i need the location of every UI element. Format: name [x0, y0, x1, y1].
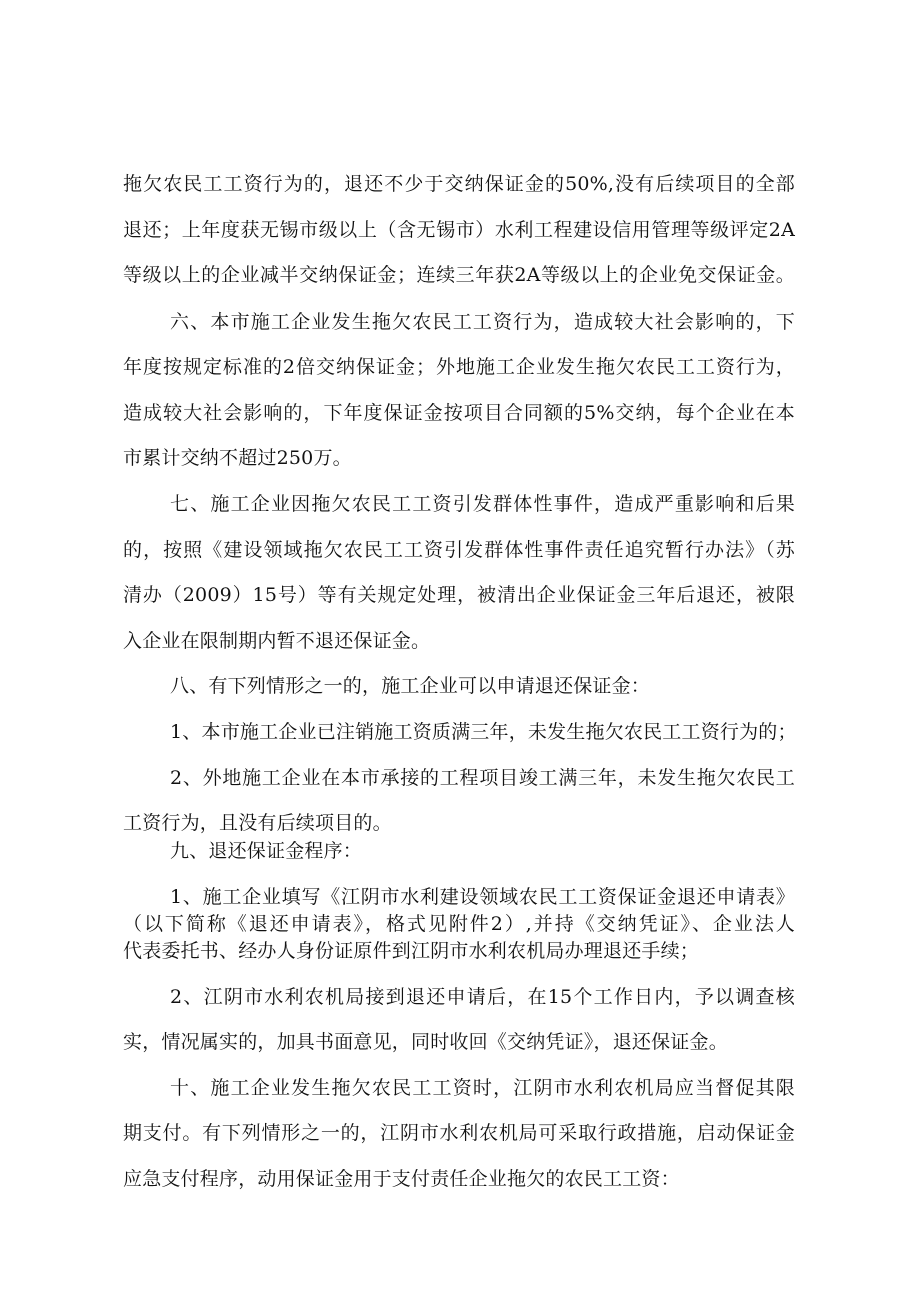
paragraph-6-start: 六、本市施工企业发生拖欠农民工工资行为，造成较大社会影响的，下 [170, 311, 795, 333]
list-item: 1、本市施工企业已注销施工资质满三年，未发生拖欠农民工工资行为的； [170, 721, 797, 743]
text-line: （以下简称《退还申请表》，格式见附件2）,并持《交纳凭证》、企业法人 [123, 913, 795, 935]
text-line: 的，按照《建设领域拖欠农民工工资引发群体性事件责任追究暂行办法》（苏 [123, 539, 795, 561]
text-line: 退还；上年度获无锡市级以上（含无锡市）水利工程建设信用管理等级评定2A [123, 219, 795, 241]
paragraph-8-heading: 八、有下列情形之一的，施工企业可以申请退还保证金： [170, 675, 651, 697]
list-item: 2、江阴市水利农机局接到退还申请后，在15个工作日内，予以调查核 [170, 986, 795, 1008]
list-item: 1、施工企业填写《江阴市水利建设领域农民工工资保证金退还申请表》 [170, 886, 795, 908]
text-line: 期支付。有下列情形之一的，江阴市水利农机局可采取行政措施，启动保证金 [123, 1122, 795, 1144]
text-line: 工资行为，且没有后续项目的。 [123, 812, 392, 834]
paragraph-7-start: 七、施工企业因拖欠农民工工资引发群体性事件，造成严重影响和后果 [170, 493, 795, 515]
text-line: 实，情况属实的，加具书面意见，同时收回《交纳凭证》，退还保证金。 [123, 1031, 728, 1053]
text-line: 等级以上的企业减半交纳保证金；连续三年获2A等级以上的企业免交保证金。 [123, 264, 795, 286]
list-item: 2、外地施工企业在本市承接的工程项目竣工满三年，未发生拖欠农民工 [170, 767, 795, 789]
text-line: 应急支付程序，动用保证金用于支付责任企业拖欠的农民工工资： [123, 1168, 680, 1190]
text-line: 造成较大社会影响的，下年度保证金按项目合同额的5%交纳，每个企业在本 [123, 402, 795, 424]
text-line: 拖欠农民工工资行为的，退还不少于交纳保证金的50%,没有后续项目的全部 [123, 173, 795, 195]
text-line: 清办（2009）15号）等有关规定处理，被清出企业保证金三年后退还，被限 [123, 584, 795, 606]
text-line: 年度按规定标准的2倍交纳保证金；外地施工企业发生拖欠农民工工资行为， [123, 356, 795, 378]
text-line: 市累计交纳不超过250万。 [123, 447, 352, 469]
paragraph-10-start: 十、施工企业发生拖欠农民工工资时，江阴市水利农机局应当督促其限 [170, 1077, 795, 1099]
paragraph-9-heading: 九、退还保证金程序： [170, 840, 363, 862]
text-line: 代表委托书、经办人身份证原件到江阴市水利农机局办理退还手续； [123, 940, 700, 962]
text-line: 入企业在限制期内暂不退还保证金。 [123, 630, 431, 652]
